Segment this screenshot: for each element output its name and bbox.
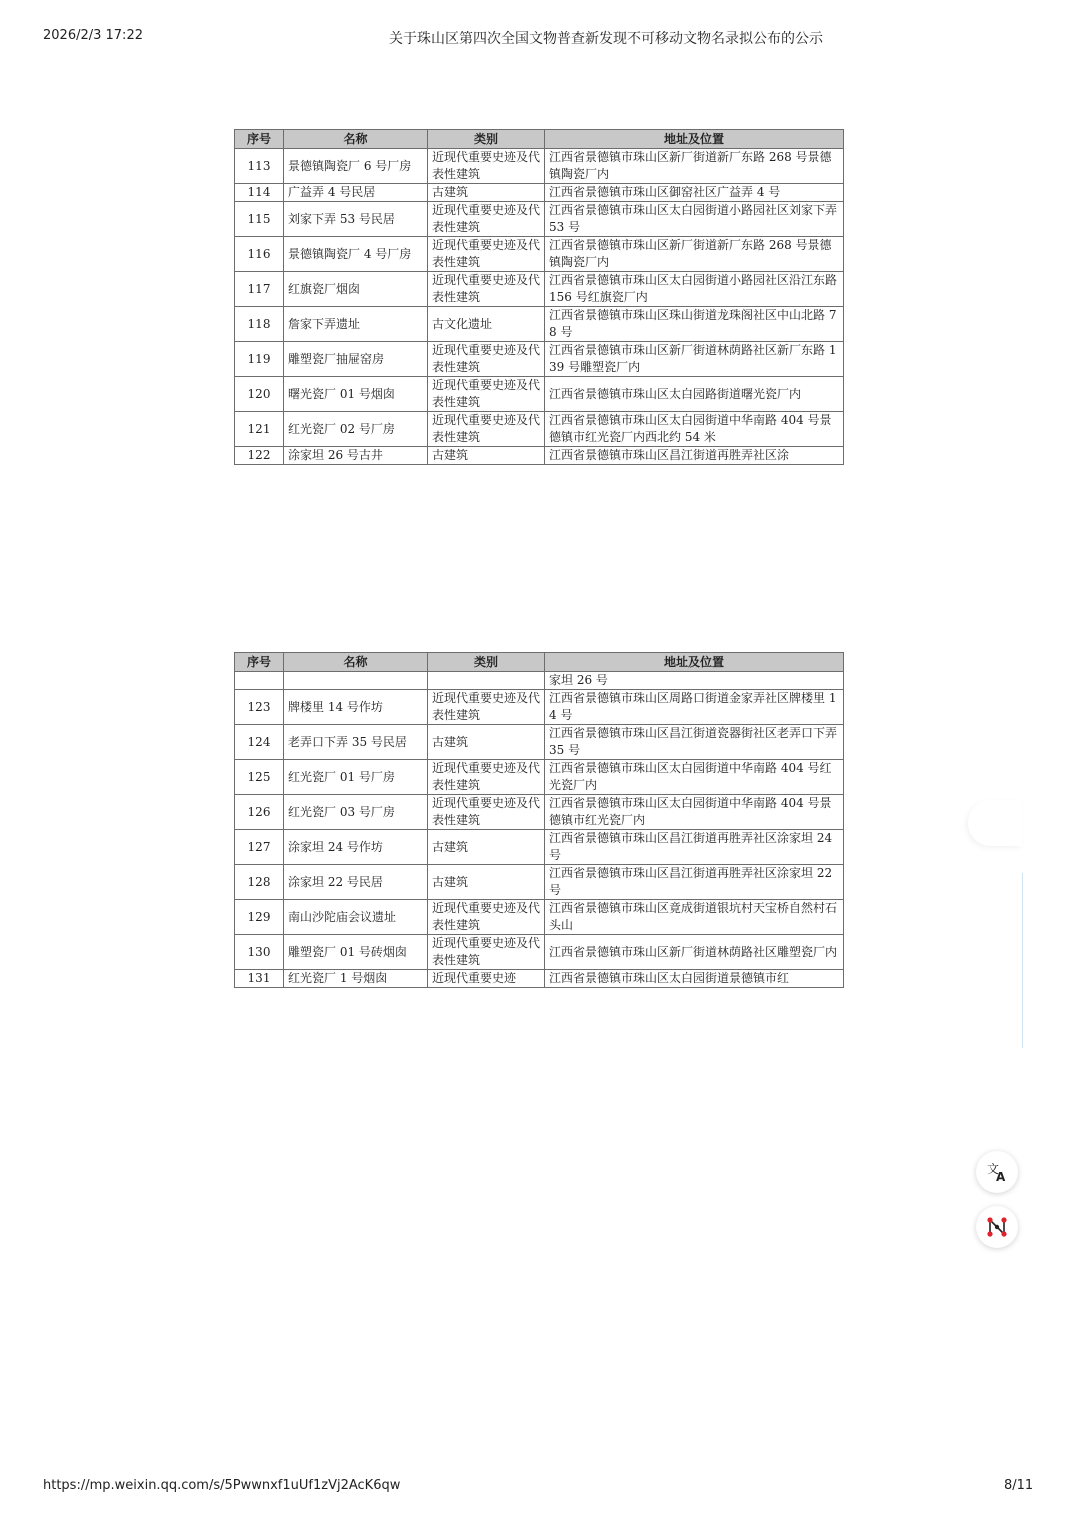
- cell-name: 红光瓷厂 02 号厂房: [284, 412, 428, 447]
- translate-button[interactable]: [976, 1151, 1018, 1193]
- col-header-name: 名称: [284, 130, 428, 149]
- cell-name: 南山沙陀庙会议遗址: [284, 900, 428, 935]
- page-number: 8/11: [1004, 1478, 1034, 1493]
- cell-type: 古建筑: [428, 725, 545, 760]
- cell-name: 红旗瓷厂烟囱: [284, 272, 428, 307]
- cell-name: 涂家坦 24 号作坊: [284, 830, 428, 865]
- cell-address: 江西省景德镇市珠山区珠山街道龙珠阁社区中山北路 78 号: [545, 307, 844, 342]
- cell-type: 近现代重要史迹: [428, 970, 545, 988]
- cell-type: 古建筑: [428, 447, 545, 465]
- table-header-row: [235, 653, 844, 672]
- table-row: [235, 795, 844, 830]
- cell-name: 雕塑瓷厂 01 号砖烟囱: [284, 935, 428, 970]
- col-header-type: 类别: [428, 130, 545, 149]
- cell-type: 古建筑: [428, 865, 545, 900]
- cell-address: 江西省景德镇市珠山区太白园街道中华南路 404 号红光瓷厂内: [545, 760, 844, 795]
- cell-no: 124: [235, 725, 284, 760]
- cell-no: 118: [235, 307, 284, 342]
- cell-no: 119: [235, 342, 284, 377]
- col-header-no: 序号: [235, 130, 284, 149]
- cell-name: 牌楼里 14 号作坊: [284, 690, 428, 725]
- cell-address: 江西省景德镇市珠山区昌江街道再胜弄社区涂家坦 22 号: [545, 865, 844, 900]
- cell-address: 江西省景德镇市珠山区周路口街道金家弄社区牌楼里 14 号: [545, 690, 844, 725]
- cell-type: 古文化遗址: [428, 307, 545, 342]
- table-row: [235, 237, 844, 272]
- cell-no: [235, 672, 284, 690]
- page-url: https://mp.weixin.qq.com/s/5Pwwnxf1uUf1zVj2AcK6qw: [43, 1478, 401, 1493]
- table-row: [235, 935, 844, 970]
- cell-address: 江西省景德镇市珠山区昌江街道瓷器街社区老弄口下弄 35 号: [545, 725, 844, 760]
- cell-no: 123: [235, 690, 284, 725]
- cell-name: 涂家坦 22 号民居: [284, 865, 428, 900]
- svg-text:A: A: [996, 1170, 1006, 1184]
- cell-name: 曙光瓷厂 01 号烟囱: [284, 377, 428, 412]
- cell-type: 近现代重要史迹及代表性建筑: [428, 760, 545, 795]
- translate-icon: [985, 1160, 1009, 1184]
- cell-address: 江西省景德镇市珠山区新厂街道林荫路社区雕塑瓷厂内: [545, 935, 844, 970]
- table-row: [235, 342, 844, 377]
- cell-no: 116: [235, 237, 284, 272]
- cell-type: 近现代重要史迹及代表性建筑: [428, 342, 545, 377]
- cell-name: 景德镇陶瓷厂 6 号厂房: [284, 149, 428, 184]
- table-row: [235, 149, 844, 184]
- cell-address: 江西省景德镇市珠山区新厂街道林荫路社区新厂东路 139 号雕塑瓷厂内: [545, 342, 844, 377]
- cell-no: 128: [235, 865, 284, 900]
- col-header-name: 名称: [284, 653, 428, 672]
- cell-type: 近现代重要史迹及代表性建筑: [428, 272, 545, 307]
- cell-type: 近现代重要史迹及代表性建筑: [428, 149, 545, 184]
- cell-name: 刘家下弄 53 号民居: [284, 202, 428, 237]
- cell-address: 江西省景德镇市珠山区太白园街道中华南路 404 号景德镇市红光瓷厂内西北约 54 米: [545, 412, 844, 447]
- cell-address: 江西省景德镇市珠山区太白园街道小路园社区沿江东路 156 号红旗瓷厂内: [545, 272, 844, 307]
- cell-no: 117: [235, 272, 284, 307]
- cell-address: 家坦 26 号: [545, 672, 844, 690]
- cell-name: 涂家坦 26 号古井: [284, 447, 428, 465]
- network-icon: [984, 1214, 1010, 1240]
- cell-address: 江西省景德镇市珠山区太白园街道中华南路 404 号景德镇市红光瓷厂内: [545, 795, 844, 830]
- table-row: [235, 760, 844, 795]
- cell-no: 130: [235, 935, 284, 970]
- heritage-table-1: [234, 129, 844, 465]
- cell-no: 120: [235, 377, 284, 412]
- cell-type: 近现代重要史迹及代表性建筑: [428, 935, 545, 970]
- side-panel-tab[interactable]: [968, 800, 1022, 846]
- cell-address: 江西省景德镇市珠山区竟成街道银坑村天宝桥自然村石头山: [545, 900, 844, 935]
- table-row: [235, 447, 844, 465]
- cell-no: 126: [235, 795, 284, 830]
- table-row: [235, 725, 844, 760]
- cell-address: 江西省景德镇市珠山区昌江街道再胜弄社区涂家坦 24 号: [545, 830, 844, 865]
- cell-type: 近现代重要史迹及代表性建筑: [428, 202, 545, 237]
- heritage-table-2: [234, 652, 844, 988]
- cell-type: 近现代重要史迹及代表性建筑: [428, 412, 545, 447]
- cell-no: 125: [235, 760, 284, 795]
- table-row: [235, 690, 844, 725]
- cell-type: 古建筑: [428, 830, 545, 865]
- table-header-row: [235, 130, 844, 149]
- print-datetime: 2026/2/3 17:22: [43, 28, 143, 43]
- cell-address: 江西省景德镇市珠山区新厂街道新厂东路 268 号景德镇陶瓷厂内: [545, 237, 844, 272]
- table-row: [235, 970, 844, 988]
- col-header-address: 地址及位置: [545, 130, 844, 149]
- cell-type: 近现代重要史迹及代表性建筑: [428, 795, 545, 830]
- cell-address: 江西省景德镇市珠山区昌江街道再胜弄社区涂: [545, 447, 844, 465]
- cell-name: 老弄口下弄 35 号民居: [284, 725, 428, 760]
- cell-name: 红光瓷厂 01 号厂房: [284, 760, 428, 795]
- cell-name: 红光瓷厂 1 号烟囱: [284, 970, 428, 988]
- table-row: [235, 377, 844, 412]
- cell-name: 广益弄 4 号民居: [284, 184, 428, 202]
- cell-name: 詹家下弄遗址: [284, 307, 428, 342]
- scroll-indicator: [1022, 873, 1023, 1048]
- cell-address: 江西省景德镇市珠山区御窑社区广益弄 4 号: [545, 184, 844, 202]
- cell-no: 115: [235, 202, 284, 237]
- cell-no: 113: [235, 149, 284, 184]
- share-network-button[interactable]: [976, 1206, 1018, 1248]
- cell-type: 古建筑: [428, 184, 545, 202]
- cell-type: 近现代重要史迹及代表性建筑: [428, 237, 545, 272]
- table-row: [235, 202, 844, 237]
- table-row: [235, 412, 844, 447]
- cell-no: 122: [235, 447, 284, 465]
- cell-no: 121: [235, 412, 284, 447]
- cell-address: 江西省景德镇市珠山区太白园街道景德镇市红: [545, 970, 844, 988]
- table-row: [235, 865, 844, 900]
- cell-address: 江西省景德镇市珠山区太白园街道小路园社区刘家下弄 53 号: [545, 202, 844, 237]
- col-header-no: 序号: [235, 653, 284, 672]
- col-header-address: 地址及位置: [545, 653, 844, 672]
- cell-type: 近现代重要史迹及代表性建筑: [428, 377, 545, 412]
- cell-type: 近现代重要史迹及代表性建筑: [428, 690, 545, 725]
- col-header-type: 类别: [428, 653, 545, 672]
- table-row: [235, 307, 844, 342]
- cell-no: 131: [235, 970, 284, 988]
- cell-address: 江西省景德镇市珠山区太白园路街道曙光瓷厂内: [545, 377, 844, 412]
- cell-type: [428, 672, 545, 690]
- table-row: [235, 184, 844, 202]
- cell-name: 景德镇陶瓷厂 4 号厂房: [284, 237, 428, 272]
- cell-no: 127: [235, 830, 284, 865]
- cell-name: 红光瓷厂 03 号厂房: [284, 795, 428, 830]
- cell-no: 114: [235, 184, 284, 202]
- document-title: 关于珠山区第四次全国文物普查新发现不可移动文物名录拟公布的公示: [389, 31, 823, 47]
- svg-text:文: 文: [987, 1162, 1000, 1176]
- table-row: [235, 900, 844, 935]
- cell-type: 近现代重要史迹及代表性建筑: [428, 900, 545, 935]
- table-row: [235, 672, 844, 690]
- table-row: [235, 830, 844, 865]
- cell-no: 129: [235, 900, 284, 935]
- table-row: [235, 272, 844, 307]
- cell-address: 江西省景德镇市珠山区新厂街道新厂东路 268 号景德镇陶瓷厂内: [545, 149, 844, 184]
- cell-name: 雕塑瓷厂抽屉窑房: [284, 342, 428, 377]
- cell-name: [284, 672, 428, 690]
